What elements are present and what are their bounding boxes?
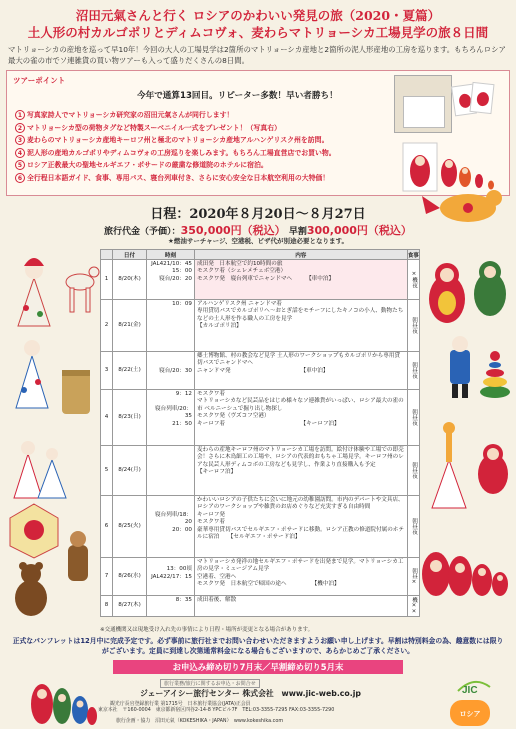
- russia-badge: ロシア: [450, 700, 490, 726]
- table-row: 4 8/23(日) 9：12 寝台列車/20：35 21：50 モスクワ着 マトリョーシカなど民芸品をはじめ様々なソ連雑貨がいっぱい、ロシア最大の雀の市 ベルニーシュで掘り出し物探し モスクワ発（ヴズコフ空港） キーロフ着 【キーロフ泊】 朝昼夜: [101, 390, 420, 446]
- svg-text:JIC: JIC: [462, 685, 478, 695]
- souvenir-booklet-image: [394, 75, 452, 133]
- tour-point-item: 2 マトリョーシカ型の荷物タグなど特製スーベニイル一式をプレゼント！（写真右）: [15, 122, 395, 135]
- wooden-bucket-image: [54, 360, 98, 420]
- intro-text: マトリョーシカの産地を巡って早10年！今回の大人の工場見学は2箇所のマトリョーシカ産地と2箇所の泥人形産地の工房を巡ります。もちろんロシア最大の雀の市でソ連雑貨の買い物ツアーも入って盛りだくさんの8日間。: [8, 45, 506, 65]
- tour-point-item: 4 泥人形の産地カルゴポリやディムコヴォの工房巡りを楽しみます。もちろん工場直営店でお買い物。: [15, 147, 395, 160]
- company-name[interactable]: ジェーアイシー旅行センター 株式会社 www.jic-web.co.jp: [140, 689, 361, 698]
- tour-price: 旅行代金（予価）：350,000円（税込） 早割300,000円（税込）: [104, 224, 412, 237]
- matryoshka-doll-image: [425, 255, 469, 325]
- tour-points-label: ツアーポイント: [13, 76, 66, 85]
- painted-box-image: [4, 500, 64, 560]
- tour-point-item: 6 全行程日本語ガイド、食事、専用バス、寝台列車付き、さらに安心安全な日本航空利用の大特価！: [15, 172, 395, 185]
- table-row: 6 8/25(火) 寝台列車/18：20 20：00 かわいいロシアの子供たちに会いに地元の幼稚園訪問。市内のデパートや文具店、ロシアのワークショップや雑貨のお店めぐりなど充実すぎる自由時間 キーロフ発 モスクワ着 豪華専用貸切バスでセルギエフ・ポサードに移動。ロシア正教の修道院付属のホテルに宿泊 【セルギエフ・ポサード泊】 朝昼夜: [101, 496, 420, 558]
- stacking-toy-image: [478, 340, 512, 400]
- clay-horse-image: [60, 252, 100, 322]
- matryoshka-doll-image-2: [470, 250, 510, 320]
- wooden-figure-image: [58, 525, 98, 585]
- matryoshka-row-image: [420, 530, 512, 600]
- table-header-row: 日付 時刻 内容 食事: [101, 250, 420, 260]
- clay-family-image: [10, 420, 70, 500]
- tour-point-item: 1 写真家詩人でマトリョーシカ研究家の沼田元氣さんが同行します！: [15, 109, 395, 122]
- tour-point-item: 3 麦わらのマトリョーシカ産地キーロフ州と極北のマトリョーシカ産地アルハンゲリスク州を訪問。: [15, 134, 395, 147]
- matryoshka-doll-image-3: [474, 436, 512, 496]
- bird-toy-image: [420, 178, 510, 232]
- table-row: 3 8/22(土) 寝台/20：30 郷土博物館、村の教会など見学 土人形のワークショップもカルゴポリから専用貸切バスでニャンドマへ ニャンドマ発 【車中泊】 朝昼夜: [101, 352, 420, 390]
- table-row: 7 8/26(水) 13：00頃 JAL422/17：15 マトリョーシカ発祥の地セルギエフ・ポサードを出発まで見学。マトリョーシカ工房の見学・ミュージアム見学 空港着、空港へ モスクワ発 日本航空で帰国の途へ 【機中泊】 朝昼×: [101, 558, 420, 596]
- jic-logo: [456, 677, 492, 695]
- notice-paragraph: 正式なパンフレットは12月中に完成予定です。必ず事前に旅行社までお問い合わせいただきますようお願い申し上げます。早割は特別料金の為、趣意数には限りがございます。定員に到達し次第通常料金になる場合もございますので、あらかじめご了承ください。: [12, 637, 504, 655]
- itinerary-table: [100, 249, 420, 617]
- clay-giraffe-image: [424, 420, 474, 510]
- page-title: 沼田元氣さんと行く ロシアのかわいい発見の旅（2020・夏篇）: [75, 8, 441, 23]
- toy-man-image: [440, 330, 480, 400]
- table-row: 8 8/27(木) 8：35 成田着後、解散 機××: [101, 596, 420, 617]
- clay-doll-image: [6, 248, 62, 328]
- table-row: 5 8/24(月) 麦わらの産地キーロフ州のマトリョーシカ工場を訪問。絵付け体験や工場での即売会！さらに木鳥細工の工場や、ロシアの代表的おもちゃ工場見学。キーロフ州のレアな民芸人形ディムコボの工房なども見学し、作業より直接購入も予定 【キーロフ泊】 朝昼夜: [101, 446, 420, 496]
- souvenir-cards-image: [453, 81, 503, 129]
- tour-points-headline: 今年で通算13回目。リピーター多数！早い者勝ち！: [137, 91, 338, 101]
- schedule-note: ※交通機関又は現地受け入れ先の事情により日程・場所が変更となる場合があります。: [100, 627, 314, 633]
- table-row: 2 8/21(金) 10：09 アルハンゲリスク州 ニャンドマ着 専用貸切バスでカルゴポリへ〜おとぎ話をモチーフにしたキノコの小人、動物たちなどの土人形を作る職人の工房を見学 【カルゴポリ泊】 朝昼夜: [101, 300, 420, 352]
- inquiry-box: 旅行業務/旅行に関するお申込・お問合せ: [160, 679, 260, 688]
- deadline-banner: お申込み締め切り7月末／早割締め切り5月末: [113, 660, 403, 674]
- price-note: ★燃油サーチャージ、空港税、ビザ代が別途必要となります。: [168, 237, 348, 245]
- tour-dates: 日程：2020年８月20日～８月27日: [150, 207, 366, 222]
- bear-figure-image: [8, 560, 54, 620]
- table-row: 1 8/20(木) JAL421/10：45 15：00 寝台/20：20 成田発 日本航空で約10時間の旅 モスクワ着（シェレメチェボ空港） モスクワ発 寝台列車でニャンドマへ 【車中泊】 ×機夜: [101, 260, 420, 300]
- tour-point-item: 5 ロシア正教最大の聖地セルギエフ・ポサードの厳粛な修道院のホテルに宿泊。: [15, 159, 395, 172]
- company-address: 東京本社 〒160-0004 東京都新宿区四谷2-14-8 YPCビル7F TEL:03-3355-7295 FAX:03-3355-7290: [98, 707, 335, 713]
- clay-lady-image: [10, 330, 54, 410]
- matryoshka-family-image: [28, 660, 98, 726]
- page-subtitle: 土人形の村カルゴポリとディムコヴォ、麦わらマトリョーシカ工場見学の旅８日間: [27, 25, 489, 40]
- tour-points-list: [15, 109, 395, 184]
- planning-credit: 旅行企画・協力 沼田元氣（KOKESHIKA・JAPAN） www.kokeshika.com: [116, 718, 284, 724]
- company-registration: 観光庁長官登録旅行業 第1715号 日本旅行業協会(JATA)正会員: [110, 701, 251, 707]
